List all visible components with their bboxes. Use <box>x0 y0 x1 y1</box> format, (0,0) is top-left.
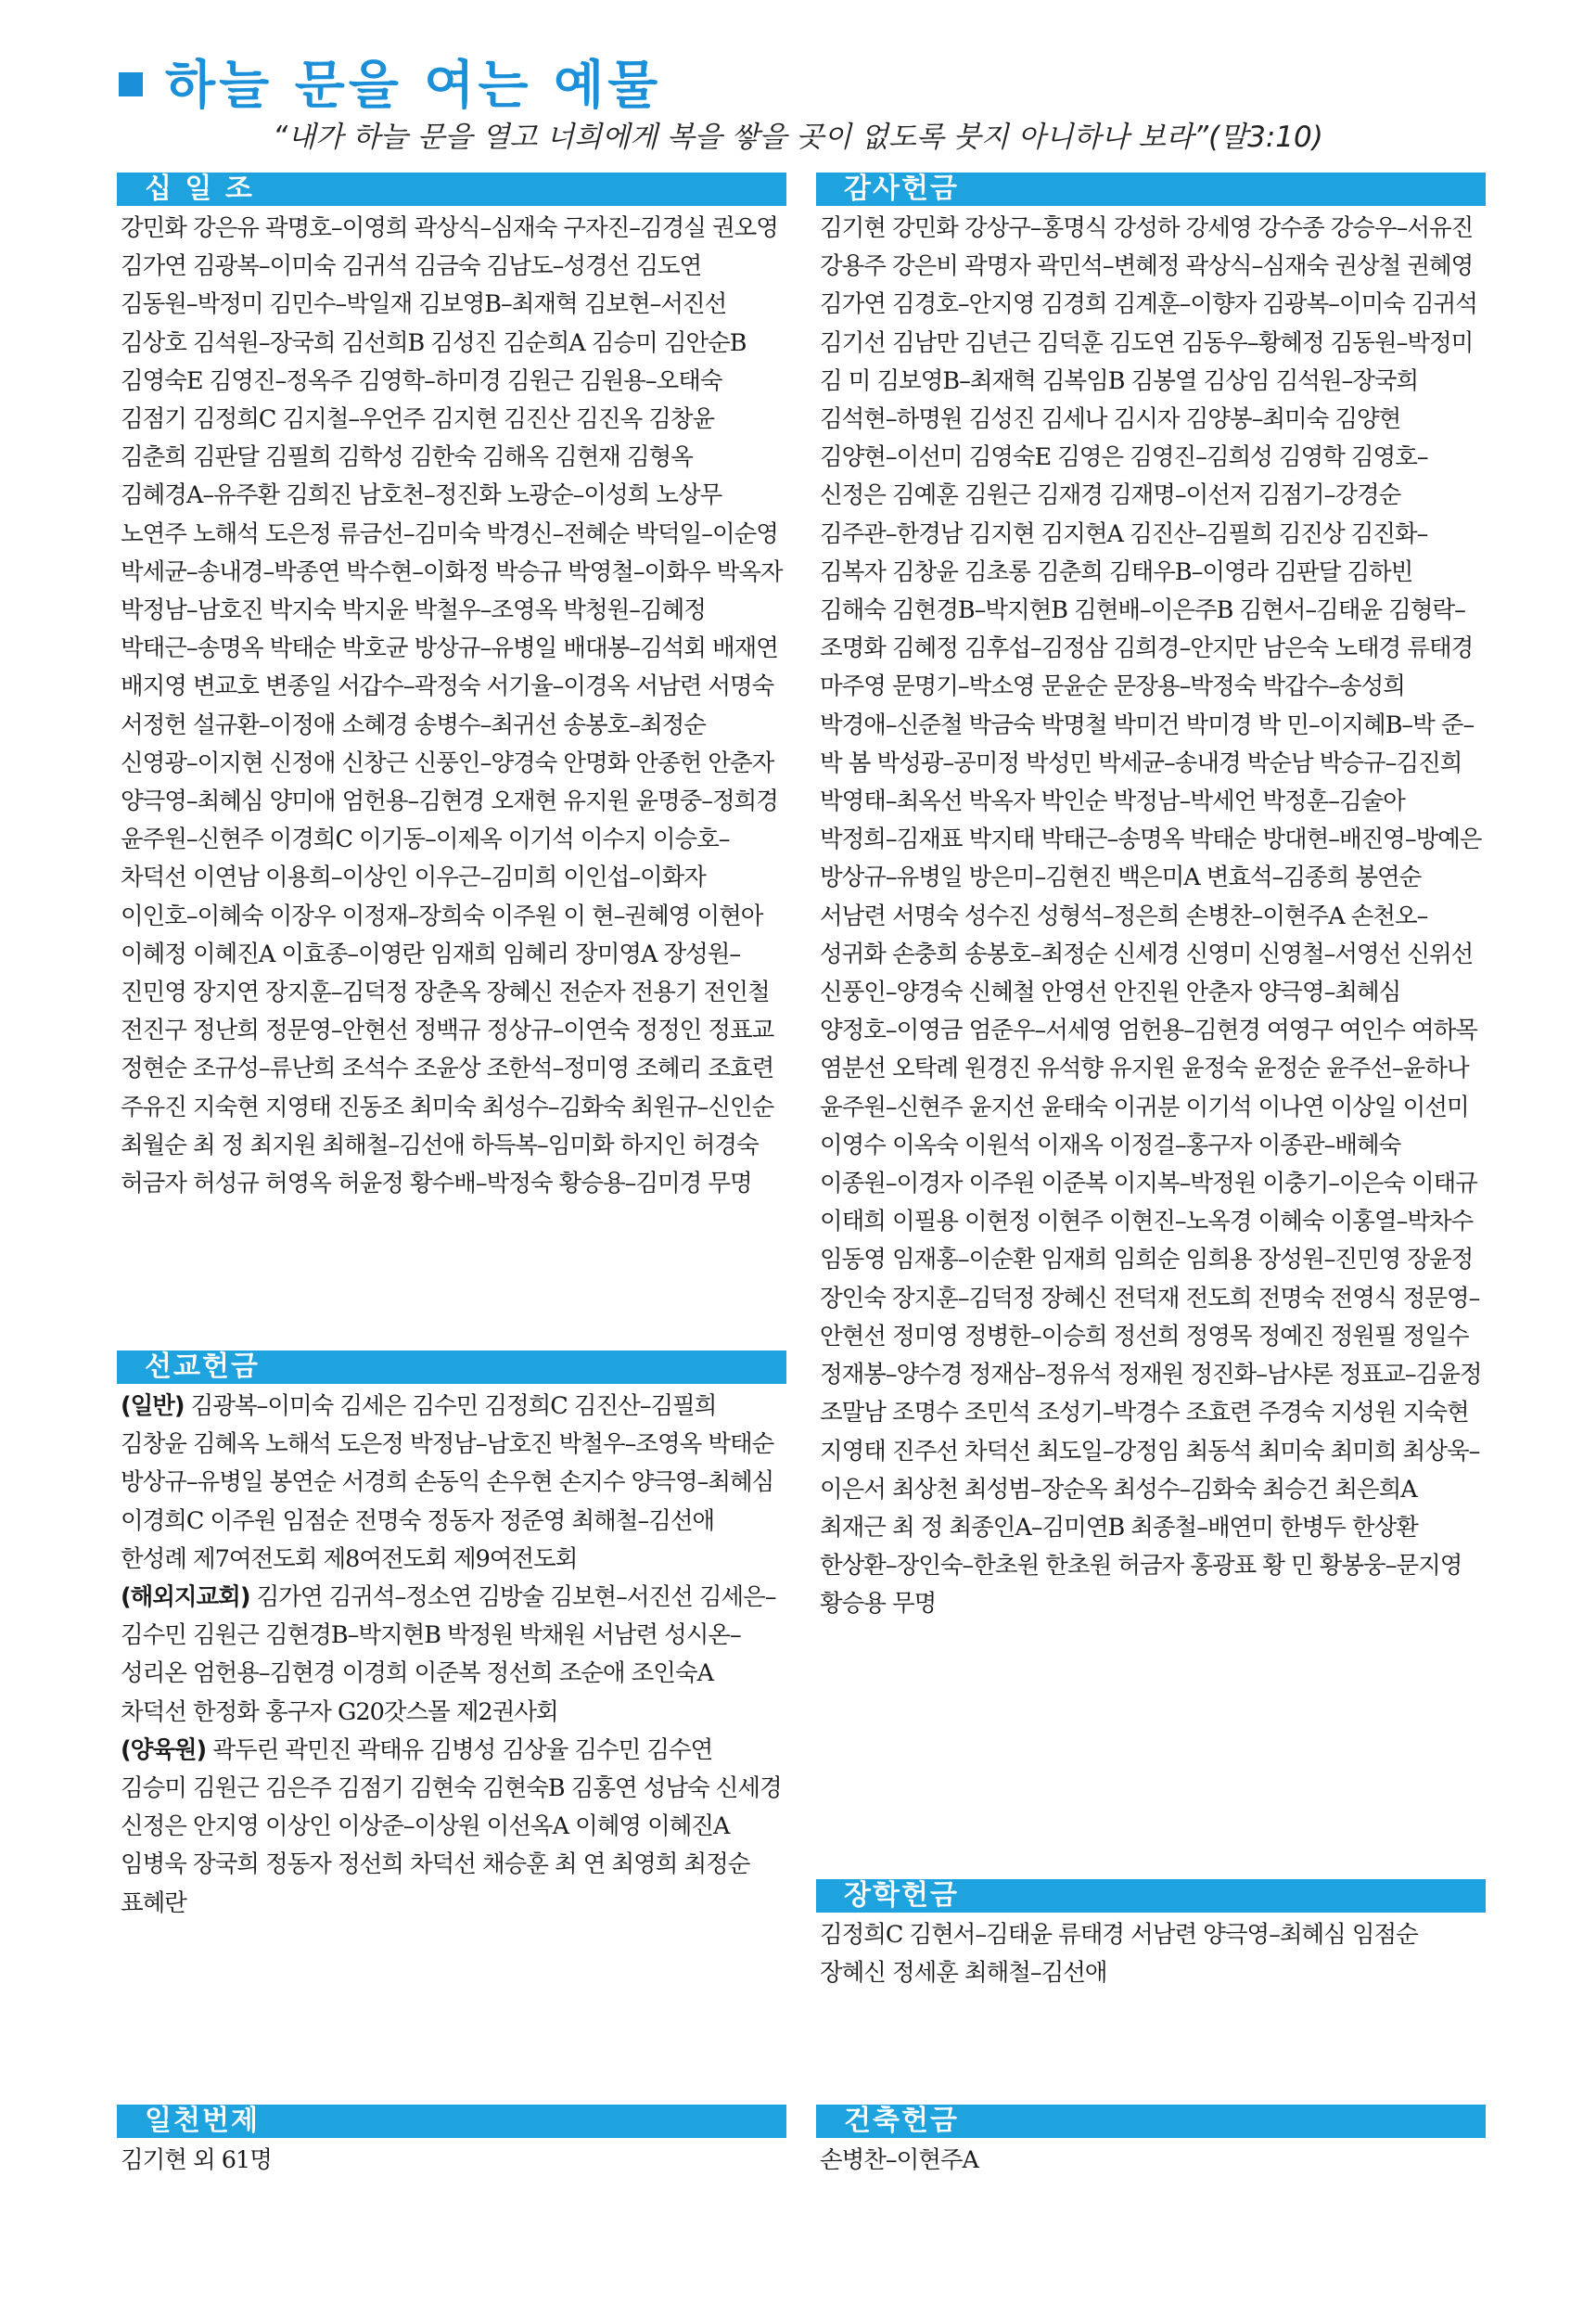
mission-nursing-tag: (양육원) <box>121 1735 207 1764</box>
thanksgiving-section <box>816 173 1486 1879</box>
thanksgiving-names: 김기현 강민화 강상구–홍명식 강성하 강세영 강수종 강승우–서유진 강용주 강은비 곽명자 곽민석–변혜정 곽상식–심재숙 권상철 권혜영 김가연 김경호–안지영 김경희 김계훈–이향자 김광복–이미숙 김귀석 김기선 김남만 김년근 김덕훈 김도연 김동우–황혜정 김동원–박정미 김 미 김보영B–최재혁 김복임B 김봉열 김상임 김석원–장국희 김석현–하명원 김성진 김세나 김시자 김양봉–최미숙 김양현 김양현–이선미 김영숙E 김영은 김영진–김희성 김영학 김영호–신정은 김예훈 김원근 김재경 김재명–이선저 김점기–강경순 김주관–한경남 김지현 김지현A 김진산–김필희 김진상 김진화–김복자 김창윤 김초롱 김춘희 김태우B–이영라 김판달 김하빈 김해숙 김현경B–박지현B 김현배–이은주B 김현서–김태윤 김형락–조명화 김혜정 김후섭–김정삼 김희경–안지만 남은숙 노태경 류태경 마주영 문명기–박소영 문윤순 문장용–박정숙 박갑수–송성희 박경애–신준철 박금숙 박명철 박미건 박미경 박 민–이지혜B–박 준–박 봄 박성광–공미정 박성민 박세균–송내경 박순남 박승규–김진희 박영태–최옥선 박옥자 박인순 박정남–박세언 박정훈–김술아 박정희–김재표 박지태 박태근–송명옥 박태순 방대현–배진영–방예은 방상규–유병일 방은미–김현진 백은미A 변효석–김종희 봉연순 서남련 서명숙 성수진 성형석–정은희 손병찬–이현주A 손천오–성귀화 손충희 송봉호–최정순 신세경 신영미 신영철–서영선 신위선 신풍인–양경숙 신혜철 안영선 안진원 안춘자 양극영–최혜심 양정호–이영금 엄준우–서세영 엄헌용–김현경 여영구 여인수 여하목 염분선 오탁례 원경진 유석향 유지원 윤정숙 윤정순 윤주선–윤하나 윤주원–신현주 윤지선 윤태숙 이귀분 이기석 이나연 이상일 이선미 이영수 이옥숙 이원석 이재옥 이정걸–홍구자 이종관–배혜숙 이종원–이경자 이주원 이준복 이지복–박정원 이충기–이은숙 이태규 이태희 이필용 이현정 이현주 이현진–노옥경 이혜숙 이홍열–박차수 임동영 임재홍–이순환 임재희 임희순 임희용 장성원–진민영 장윤정 장인숙 장지훈–김덕정 장혜신 전덕재 전도희 전명숙 전영식 정문영–안현선 정미영 정병한–이승희 정선희 정영목 정예진 정원필 정일수 정재봉–양수경 정재삼–정유석 정재원 정진화–남샤론 정표교–김윤정 조말남 조명수 조민석 조성기–박경수 조효련 주경숙 지성원 지숙현 지영태 진주선 차덕선 최도일–강정임 최동석 최미숙 최미희 최상욱–이은서 최상천 최성범–장순옥 최성수–김화숙 최승건 최은희A 최재근 최 정 최종인A–김미연B 최종철–배연미 한병두 한상환 한상환–장인숙–한초원 한초원 허금자 홍광표 황 민 황봉웅–문지영 황승용 무명 <box>820 214 1482 1619</box>
thousandth-section <box>117 2105 786 2180</box>
mission-body <box>117 1384 786 1923</box>
thousandth-names: 김기현 외 61명 <box>121 2146 272 2174</box>
title-bullet-square <box>119 72 143 96</box>
mission-nursing <box>121 1732 783 1923</box>
building-header: 건축헌금 <box>816 2105 1486 2138</box>
mission-general <box>121 1388 783 1579</box>
mission-nursing-names: 곽두린 곽민진 곽태유 김병성 김상율 김수민 김수연 김승미 김원근 김은주 김점기 김현숙 김현숙B 김홍연 성남숙 신세경 신정은 안지영 이상인 이상준–이상원 이선옥A 이혜영 이혜진A 임병욱 장국희 정동자 정선희 차덕선 채승훈 최 연 최영희 최정순 표혜란 <box>121 1735 782 1917</box>
page-title-row <box>119 45 661 119</box>
mission-section <box>117 1350 786 2105</box>
building-names: 손병찬–이현주A <box>820 2146 978 2174</box>
left-column <box>117 173 786 2180</box>
tithe-names: 강민화 강은유 곽명호–이영희 곽상식–심재숙 구자진–김경실 권오영 김가연 김광복–이미숙 김귀석 김금숙 김남도–성경선 김도연 김동원–박정미 김민수–박일재 김보영B–최재혁 김보현–서진선 김상호 김석원–장국희 김선희B 김성진 김순희A 김승미 김안순B 김영숙E 김영진–정옥주 김영학–하미경 김원근 김원용–오태숙 김점기 김정희C 김지철–우언주 김지현 김진산 김진옥 김창윤 김춘희 김판달 김필희 김학성 김한숙 김해옥 김현재 김형옥 김혜경A–유주환 김희진 남호천–정진화 노광순–이성희 노상무 노연주 노해석 도은정 류금선–김미숙 박경신–전혜순 박덕일–이순영 박세균–송내경–박종연 박수현–이화정 박승규 박영철–이화우 박옥자 박정남–남호진 박지숙 박지윤 박철우–조영옥 박청원–김혜정 박태근–송명옥 박태순 박호균 방상규–유병일 배대봉–김석회 배재연 배지영 변교호 변종일 서갑수–곽정숙 서기율–이경옥 서남련 서명숙 서정헌 설규환–이정애 소혜경 송병수–최귀선 송봉호–최정순 신영광–이지현 신정애 신창근 신풍인–양경숙 안명화 안종헌 안춘자 양극영–최혜심 양미애 엄헌용–김현경 오재현 유지원 윤명중–정희경 윤주원–신현주 이경희C 이기동–이제옥 이기석 이수지 이승호–차덕선 이연남 이용희–이상인 이우근–김미희 이인섭–이화자 이인호–이혜숙 이장우 이정재–장희숙 이주원 이 현–권혜영 이현아 이혜정 이혜진A 이효종–이영란 임재희 임혜리 장미영A 장성원–진민영 장지연 장지훈–김덕정 장춘옥 장혜신 전순자 전용기 전인철 전진구 정난희 정문영–안현선 정백규 정상규–이연숙 정정인 정표교 정현순 조규성–류난희 조석수 조윤상 조한석–정미영 조혜리 조효련 주유진 지숙현 지영태 진동조 최미숙 최성수–김화숙 최원규–신인순 최월순 최 정 최지원 최해철–김선애 하득복–임미화 하지인 허경숙 허금자 허성규 허영옥 허윤정 황수배–박정숙 황승용–김미경 무명 <box>121 214 783 1198</box>
building-section <box>816 2105 1486 2180</box>
scripture-verse: “내가 하늘 문을 열고 너희에게 복을 쌓을 곳이 없도록 붓지 아니하나 보라”(말3:10) <box>273 121 1323 154</box>
mission-overseas-names: 김가연 김귀석–정소연 김방술 김보현–서진선 김세은–김수민 김원근 김현경B–박지현B 박정원 박채원 서남련 성시온–성리온 엄헌용–김현경 이경희 이준복 정선희 조순애 조인숙A 차덕선 한정화 홍구자 G20갓스몰 제2권사회 <box>121 1583 776 1726</box>
mission-overseas <box>121 1579 783 1732</box>
scholarship-names: 김정희C 김현서–김태윤 류태경 서남련 양극영–최혜심 임점순 장혜신 정세훈 최해철–김선애 <box>820 1921 1418 1988</box>
scholarship-section <box>816 1879 1486 2105</box>
mission-general-tag: (일반) <box>121 1392 185 1420</box>
page-title: 하늘 문을 여는 예물 <box>165 56 662 116</box>
mission-overseas-tag: (해외지교회) <box>121 1583 250 1612</box>
scholarship-header: 장학헌금 <box>816 1879 1486 1913</box>
thousandth-header: 일천번제 <box>117 2105 786 2138</box>
tithe-header: 십 일 조 <box>117 173 786 206</box>
right-column <box>816 173 1486 2180</box>
thanksgiving-header: 감사헌금 <box>816 173 1486 206</box>
mission-header: 선교헌금 <box>117 1350 786 1384</box>
tithe-section <box>117 173 786 1350</box>
mission-general-names: 김광복–이미숙 김세은 김수민 김정희C 김진산–김필희 김창윤 김혜옥 노해석 도은정 박정남–남호진 박철우–조영옥 박태순 방상규–유병일 봉연순 서경희 손동익 손우현 손지수 양극영–최혜심 이경희C 이주원 임점순 전명숙 정동자 정준영 최해철–김선애 한성례 제7여전도회 제8여전도회 제9여전도회 <box>121 1392 774 1573</box>
